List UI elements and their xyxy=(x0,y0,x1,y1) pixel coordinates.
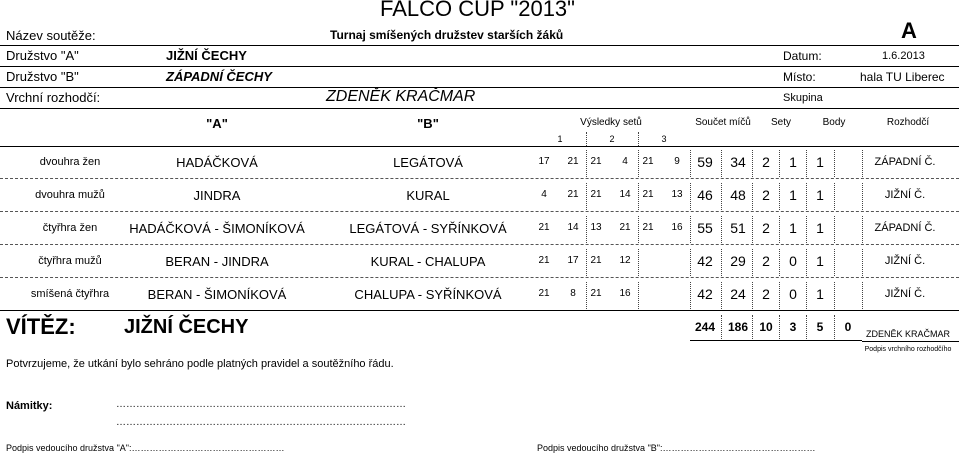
total-points-b: 0 xyxy=(844,320,852,334)
group-value: A xyxy=(901,18,917,43)
sets-b: 1 xyxy=(789,187,797,203)
column-divider xyxy=(586,249,587,276)
sets-b: 1 xyxy=(789,220,797,236)
column-divider xyxy=(806,183,807,210)
column-divider xyxy=(779,249,780,276)
balls-b: 29 xyxy=(730,253,746,269)
table-rule xyxy=(0,310,959,311)
sets-b: 0 xyxy=(789,253,797,269)
header-rule xyxy=(0,87,959,88)
sets-a: 2 xyxy=(762,220,770,236)
set-score: 21 xyxy=(567,156,579,167)
set-score: 21 xyxy=(619,222,631,233)
remarks-label: Námitky: xyxy=(6,400,53,412)
column-divider xyxy=(690,150,691,177)
column-divider xyxy=(834,216,835,243)
totals-rule xyxy=(690,340,862,341)
balls-b: 51 xyxy=(730,220,746,236)
column-divider xyxy=(834,249,835,276)
place-label: Místo: xyxy=(783,70,816,84)
match-winner: ZÁPADNÍ Č. xyxy=(874,156,936,168)
column-divider xyxy=(586,183,587,210)
winner-label: VÍTĚZ: xyxy=(6,314,76,339)
sets-b: 0 xyxy=(789,286,797,302)
column-divider xyxy=(690,183,691,210)
sets-a: 2 xyxy=(762,187,770,203)
signature-team-b: Podpis vedoucího družstva "B":…………………………………………… xyxy=(537,443,816,453)
column-divider xyxy=(752,150,753,177)
sets-b: 1 xyxy=(789,154,797,170)
col-sets-header: Sety xyxy=(770,117,792,128)
set-score: 8 xyxy=(570,288,576,299)
balls-a: 55 xyxy=(697,220,713,236)
set-score: 16 xyxy=(671,222,683,233)
column-divider xyxy=(862,216,863,243)
team-b-name: ZÁPADNÍ ČECHY xyxy=(166,69,272,84)
date-label: Datum: xyxy=(783,49,822,63)
column-divider xyxy=(690,249,691,276)
column-divider xyxy=(806,282,807,309)
player-b: LEGÁTOVÁ - SYŘÍNKOVÁ xyxy=(349,221,507,236)
winner-team: JIŽNÍ ČECHY xyxy=(124,316,249,338)
set-number: 1 xyxy=(557,134,563,144)
chief-referee-name: ZDENĚK KRAČMAR xyxy=(865,329,951,339)
balls-b: 34 xyxy=(730,154,746,170)
set-divider xyxy=(638,132,639,146)
sets-a: 2 xyxy=(762,253,770,269)
match-type: čtyřhra žen xyxy=(42,222,98,234)
match-type: dvouhra mužů xyxy=(35,189,105,201)
column-divider xyxy=(586,282,587,309)
signature-team-a: Podpis vedoucího družstva "A":…………………………………………… xyxy=(6,443,285,453)
set-score: 21 xyxy=(567,189,579,200)
place-value: hala TU Liberec xyxy=(860,70,945,84)
total-divider xyxy=(834,315,835,339)
column-divider xyxy=(638,150,639,177)
match-type: smíšená čtyřhra xyxy=(30,288,110,300)
column-divider xyxy=(834,282,835,309)
balls-b: 48 xyxy=(730,187,746,203)
set-score: 16 xyxy=(619,288,631,299)
header-rule xyxy=(0,45,959,46)
event-name: Turnaj smíšených družstev starších žáků xyxy=(330,28,564,42)
col-sets-results-header: Výsledky setů xyxy=(580,117,642,128)
balls-a: 42 xyxy=(697,286,713,302)
col-a-header: "A" xyxy=(206,116,228,131)
total-points-a: 5 xyxy=(816,320,824,334)
points: 1 xyxy=(816,253,824,269)
row-rule xyxy=(0,178,959,179)
player-a: BERAN - JINDRA xyxy=(165,254,269,269)
column-divider xyxy=(779,216,780,243)
referee-label: Vrchní rozhodčí: xyxy=(6,90,101,105)
row-rule xyxy=(0,244,959,245)
set-score: 14 xyxy=(619,189,631,200)
balls-a: 59 xyxy=(697,154,713,170)
set-score: 21 xyxy=(538,288,550,299)
set-divider xyxy=(586,132,587,146)
set-score: 21 xyxy=(590,288,602,299)
points: 1 xyxy=(816,286,824,302)
set-score: 4 xyxy=(541,189,547,200)
column-divider xyxy=(721,216,722,243)
column-divider xyxy=(834,150,835,177)
sets-a: 2 xyxy=(762,286,770,302)
player-a: HADÁČKOVÁ xyxy=(176,155,258,170)
column-divider xyxy=(752,282,753,309)
col-balls-header: Součet míčů xyxy=(695,117,751,128)
event-label: Název soutěže: xyxy=(6,28,96,43)
signature-rule xyxy=(862,341,959,342)
set-score: 21 xyxy=(590,255,602,266)
set-score: 21 xyxy=(642,189,654,200)
remarks-line: …………………………………………………………………………… xyxy=(116,399,406,410)
set-score: 14 xyxy=(567,222,579,233)
column-divider xyxy=(806,150,807,177)
column-divider xyxy=(862,150,863,177)
total-sets-b: 3 xyxy=(789,320,797,334)
set-score: 17 xyxy=(538,156,550,167)
set-score: 13 xyxy=(590,222,602,233)
confirmation-text: Potvrzujeme, že utkání bylo sehráno podle platných pravidel a soutěžního řádu. xyxy=(6,358,394,370)
set-score: 12 xyxy=(619,255,631,266)
player-a: BERAN - ŠIMONÍKOVÁ xyxy=(147,287,287,302)
total-balls-b: 186 xyxy=(727,320,749,334)
sets-a: 2 xyxy=(762,154,770,170)
match-winner: JIŽNÍ Č. xyxy=(884,255,926,267)
total-divider xyxy=(806,315,807,339)
player-a: JINDRA xyxy=(193,188,241,203)
balls-a: 42 xyxy=(697,253,713,269)
column-divider xyxy=(586,216,587,243)
match-winner: JIŽNÍ Č. xyxy=(884,189,926,201)
match-type: čtyřhra mužů xyxy=(38,255,102,267)
column-divider xyxy=(834,183,835,210)
group-label: Skupina xyxy=(783,92,823,104)
remarks-line: …………………………………………………………………………… xyxy=(116,417,406,428)
set-score: 4 xyxy=(622,156,628,167)
player-a: HADÁČKOVÁ - ŠIMONÍKOVÁ xyxy=(129,221,305,236)
team-a-label: Družstvo "A" xyxy=(6,48,79,63)
player-b: CHALUPA - SYŘÍNKOVÁ xyxy=(354,287,502,302)
column-divider xyxy=(690,216,691,243)
player-b: LEGÁTOVÁ xyxy=(393,155,463,170)
set-score: 13 xyxy=(671,189,683,200)
set-score: 21 xyxy=(642,222,654,233)
balls-b: 24 xyxy=(730,286,746,302)
date-value: 1.6.2013 xyxy=(882,50,925,62)
total-divider xyxy=(721,315,722,339)
total-divider xyxy=(779,315,780,339)
column-divider xyxy=(862,183,863,210)
total-divider xyxy=(752,315,753,339)
total-sets-a: 10 xyxy=(759,320,773,334)
column-divider xyxy=(862,249,863,276)
match-winner: ZÁPADNÍ Č. xyxy=(874,222,936,234)
points: 1 xyxy=(816,220,824,236)
column-divider xyxy=(690,282,691,309)
column-divider xyxy=(638,216,639,243)
column-divider xyxy=(806,249,807,276)
balls-a: 46 xyxy=(697,187,713,203)
column-divider xyxy=(721,249,722,276)
column-divider xyxy=(638,282,639,309)
row-rule xyxy=(0,211,959,212)
row-rule xyxy=(0,277,959,278)
team-b-label: Družstvo "B" xyxy=(6,69,79,84)
total-balls-a: 244 xyxy=(694,320,716,334)
column-divider xyxy=(721,282,722,309)
player-b: KURAL - CHALUPA xyxy=(370,254,486,269)
points: 1 xyxy=(816,154,824,170)
column-divider xyxy=(779,150,780,177)
match-type: dvouhra žen xyxy=(39,156,101,168)
set-score: 9 xyxy=(674,156,680,167)
set-score: 21 xyxy=(590,189,602,200)
player-b: KURAL xyxy=(406,188,450,203)
column-divider xyxy=(806,216,807,243)
column-divider xyxy=(862,282,863,309)
set-score: 17 xyxy=(567,255,579,266)
column-divider xyxy=(752,249,753,276)
set-score: 21 xyxy=(590,156,602,167)
set-score: 21 xyxy=(642,156,654,167)
set-score: 21 xyxy=(538,222,550,233)
referee-name: ZDENĚK KRAČMAR xyxy=(326,88,476,105)
column-divider xyxy=(638,249,639,276)
column-divider xyxy=(638,183,639,210)
match-winner: JIŽNÍ Č. xyxy=(884,288,926,300)
team-a-name: JIŽNÍ ČECHY xyxy=(166,48,247,63)
column-divider xyxy=(586,150,587,177)
col-b-header: "B" xyxy=(417,116,439,131)
set-number: 2 xyxy=(609,134,615,144)
header-rule xyxy=(0,108,959,109)
page-title: FALCO CUP "2013" xyxy=(380,0,575,21)
column-divider xyxy=(779,282,780,309)
set-number: 3 xyxy=(661,134,667,144)
column-divider xyxy=(779,183,780,210)
column-divider xyxy=(752,216,753,243)
chief-referee-caption: Podpis vrchního rozhodčího xyxy=(864,346,952,353)
column-divider xyxy=(721,150,722,177)
col-decision-header: Rozhodčí xyxy=(886,117,930,128)
points: 1 xyxy=(816,187,824,203)
col-points-header: Body xyxy=(822,117,846,128)
set-score: 21 xyxy=(538,255,550,266)
column-divider xyxy=(721,183,722,210)
header-rule xyxy=(0,66,959,67)
table-rule xyxy=(0,146,959,147)
column-divider xyxy=(752,183,753,210)
